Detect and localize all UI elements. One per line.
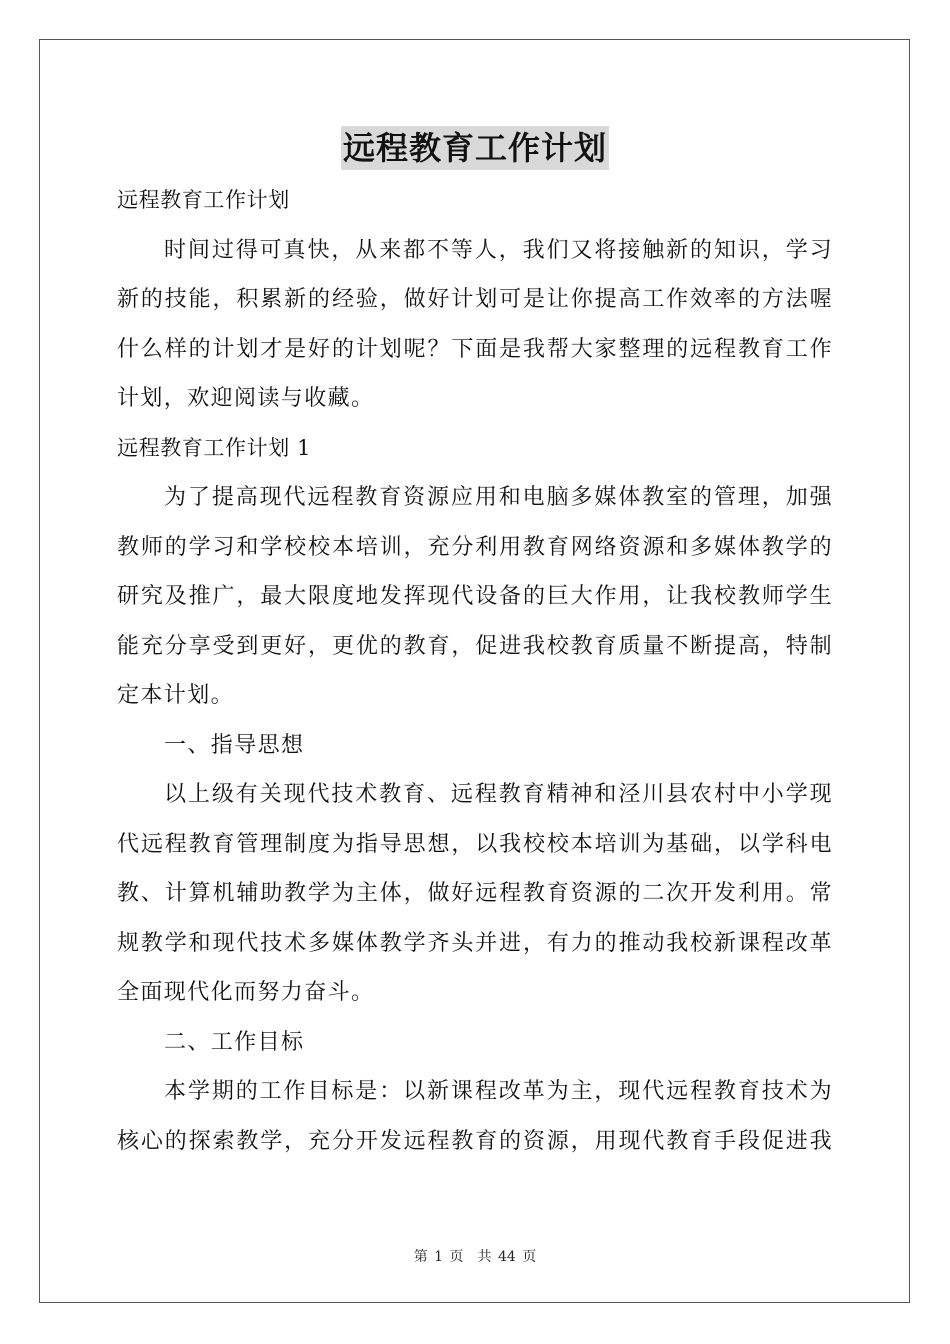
paragraph-line: 核心的探索教学，充分开发远程教育的资源，用现代教育手段促进我 xyxy=(117,1128,833,1154)
paragraph-line: 研究及推广，最大限度地发挥现代设备的巨大作用，让我校教师学生 xyxy=(117,584,833,609)
paragraph-line: 以上级有关现代技术教育、远程教育精神和泾川县农村中小学现 xyxy=(164,782,833,807)
paragraph-line: 为了提高现代远程教育资源应用和电脑多媒体教室的管理，加强 xyxy=(164,485,833,510)
section-heading: 一、指导思想 xyxy=(164,732,305,758)
paragraph-line: 什么样的计划才是好的计划呢？下面是我帮大家整理的远程教育工作 xyxy=(117,336,833,362)
paragraph-line: 全面现代化而努力奋斗。 xyxy=(117,980,375,1005)
paragraph-line: 教、计算机辅助教学为主体，做好远程教育资源的二次开发利用。常 xyxy=(117,881,833,906)
paragraph-line: 时间过得可真快，从来都不等人，我们又将接触新的知识，学习 xyxy=(164,237,833,263)
page-footer xyxy=(0,1246,950,1266)
paragraph-line: 计划，欢迎阅读与收藏。 xyxy=(117,386,375,411)
section-heading: 远程教育工作计划 1 xyxy=(117,435,312,460)
paragraph-line: 本学期的工作目标是：以新课程改革为主，现代远程教育技术为 xyxy=(164,1079,833,1104)
paragraph-line: 能充分享受到更好，更优的教育，促进我校教育质量不断提高，特制 xyxy=(117,633,833,659)
page-total: 共 44 页 xyxy=(477,1249,537,1265)
paragraph-line: 规教学和现代技术多媒体教学齐头并进，有力的推动我校新课程改革 xyxy=(117,930,833,956)
document-body xyxy=(117,176,833,1166)
section-heading: 远程教育工作计划 xyxy=(117,188,290,212)
page-number: 第 1 页 xyxy=(413,1249,464,1265)
paragraph-line: 教师的学习和学校校本培训，充分利用教育网络资源和多媒体教学的 xyxy=(117,534,833,560)
paragraph-line: 代远程教育管理制度为指导思想，以我校校本培训为基础，以学科电 xyxy=(117,831,833,857)
section-heading: 二、工作目标 xyxy=(164,1029,305,1055)
paragraph-line: 新的技能，积累新的经验，做好计划可是让你提高工作效率的方法喔 xyxy=(117,287,833,312)
title-container xyxy=(0,126,950,170)
document-title: 远程教育工作计划 xyxy=(341,126,609,170)
paragraph-line: 定本计划。 xyxy=(117,683,235,708)
